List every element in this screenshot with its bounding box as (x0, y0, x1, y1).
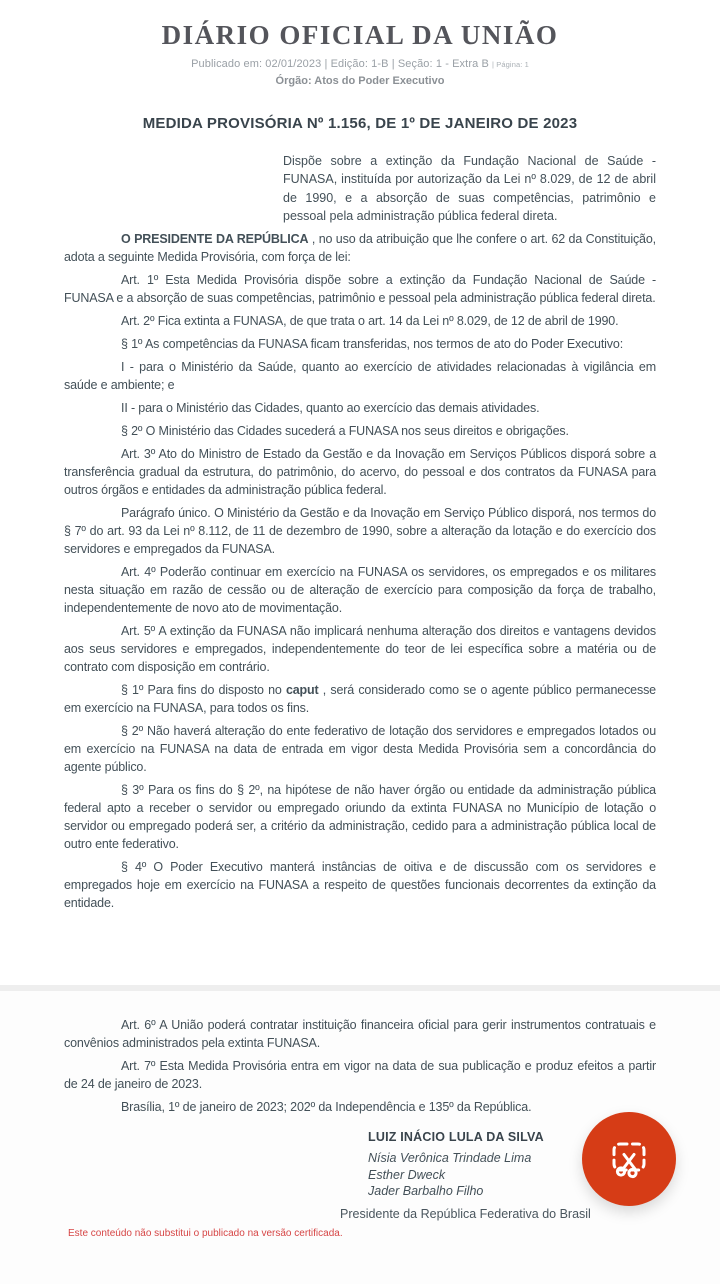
body-paragraph: Art. 7º Esta Medida Provisória entra em vigor na data de sua publicação e produz efeitos a partir de 24 de janeiro de 2023. (64, 1059, 656, 1091)
page-number-note: | Página: 1 (492, 60, 529, 69)
minister-signatures (368, 1150, 544, 1200)
president-role-label: Presidente da República Federativa do Brasil (340, 1207, 591, 1221)
body-paragraph: Parágrafo único. O Ministério da Gestão e da Inovação em Serviço Público disporá, nos termos do § 7º do art. 93 da Lei nº 8.112, de 11 de dezembro de 1990, sobre a alteração da lotação e do exercício dos servidores e empregados da FUNASA. (64, 506, 656, 556)
body-paragraph: Brasília, 1º de janeiro de 2023; 202º da Independência e 135º da República. (121, 1100, 532, 1114)
body-paragraph: O PRESIDENTE DA REPÚBLICA , no uso da atribuição que lhe confere o art. 62 da Constituição, adota a seguinte Medida Provisória, com força de lei: (64, 232, 656, 264)
body-paragraph: § 2º O Ministério das Cidades sucederá a FUNASA nos seus direitos e obrigações. (121, 424, 569, 438)
act-title: MEDIDA PROVISÓRIA Nº 1.156, DE 1º DE JANEIRO DE 2023 (142, 115, 578, 133)
publication-meta-text: Publicado em: 02/01/2023 | Edição: 1-B | Seção: 1 - Extra B (191, 58, 489, 70)
signatory-name: Nísia Verônica Trindade Lima (368, 1151, 532, 1165)
publication-meta (0, 58, 720, 70)
body-paragraph: § 3º Para os fins do § 2º, na hipótese de não haver órgão ou entidade da administração pública federal apto a receber o servidor ou empregado oriundo da extinta FUNASA no Município de lotação o servidor ou empregado poderá ser, a critério da administração, cedido para a administração pública local de outro ente federativo. (64, 783, 656, 851)
signatory-name: Jader Barbalho Filho (368, 1184, 484, 1198)
body-paragraph: § 4º O Poder Executivo manterá instâncias de oitiva e de discussão com os servidores e empregados hoje em exercício na FUNASA a respeito de questões funcionais decorrentes da extinção da entidade. (64, 860, 656, 910)
act-body-page2 (64, 1016, 656, 1121)
body-paragraph: Art. 2º Fica extinta a FUNASA, de que trata o art. 14 da Lei nº 8.029, de 12 de abril de 1990. (121, 314, 619, 328)
body-paragraph: II - para o Ministério das Cidades, quanto ao exercício das demais atividades. (121, 401, 540, 415)
signature-block (368, 1130, 544, 1200)
president-signature: LUIZ INÁCIO LULA DA SILVA (368, 1130, 544, 1144)
journal-title: DIÁRIO OFICIAL DA UNIÃO (161, 20, 559, 50)
signatory-name: Esther Dweck (368, 1167, 446, 1182)
body-paragraph: I - para o Ministério da Saúde, quanto ao exercício de atividades relacionadas à vigilância em saúde e ambiente; e (64, 360, 656, 392)
body-paragraph: Art. 1º Esta Medida Provisória dispõe sobre a extinção da Fundação Nacional de Saúde - FUNASA e a absorção de suas competências, patrimônio e pessoal pela administração pública federal direta. (64, 273, 656, 305)
act-body-page1 (64, 230, 656, 917)
body-paragraph: Art. 3º Ato do Ministro de Estado da Gestão e da Inovação em Serviços Públicos disporá sobre a transferência gradual da estrutura, do patrimônio, do acervo, do pessoal e dos contratos da FUNASA para outros órgãos e entidades da administração pública federal. (64, 447, 656, 497)
body-paragraph: Art. 5º A extinção da FUNASA não implicará nenhuma alteração dos direitos e vantagens devidos aos seus servidores e empregados, independentemente do teor de lei específica sobre a matéria ou de contrato com disposição em contrário. (64, 624, 656, 674)
body-paragraph: § 1º Para fins do disposto no caput , será considerado como se o agente público permanecesse em exercício na FUNASA, para todos os fins. (64, 683, 656, 715)
clip-content-button[interactable] (582, 1112, 676, 1206)
certification-disclaimer: Este conteúdo não substitui o publicado na versão certificada. (68, 1228, 343, 1239)
organ-line: Órgão: Atos do Poder Executivo (275, 75, 445, 87)
masthead (0, 20, 720, 87)
body-paragraph: § 1º As competências da FUNASA ficam transferidas, nos termos de ato do Poder Executivo: (121, 337, 624, 351)
crop-scissors-icon (605, 1135, 653, 1183)
body-paragraph: § 2º Não haverá alteração do ente federativo de lotação dos servidores e empregados lotados ou em exercício na FUNASA na data de entrada em vigor desta Medida Provisória sem a concordância do agente público. (64, 724, 656, 774)
body-paragraph: Art. 4º Poderão continuar em exercício na FUNASA os servidores, os empregados e os militares nesta situação em razão de cessão ou de alteração de exercício para composição da força de trabalho, independentemente de novo ato de movimentação. (64, 565, 656, 615)
act-ementa: Dispõe sobre a extinção da Fundação Nacional de Saúde - FUNASA, instituída por autorização da Lei nº 8.029, de 12 de abril de 1990, e a absorção de suas competências, patrimônio e pessoal pela administração pública federal direta. (283, 153, 656, 223)
body-paragraph: Art. 6º A União poderá contratar instituição financeira oficial para gerir instrumentos contratuais e convênios administrados pela extinta FUNASA. (64, 1018, 656, 1050)
